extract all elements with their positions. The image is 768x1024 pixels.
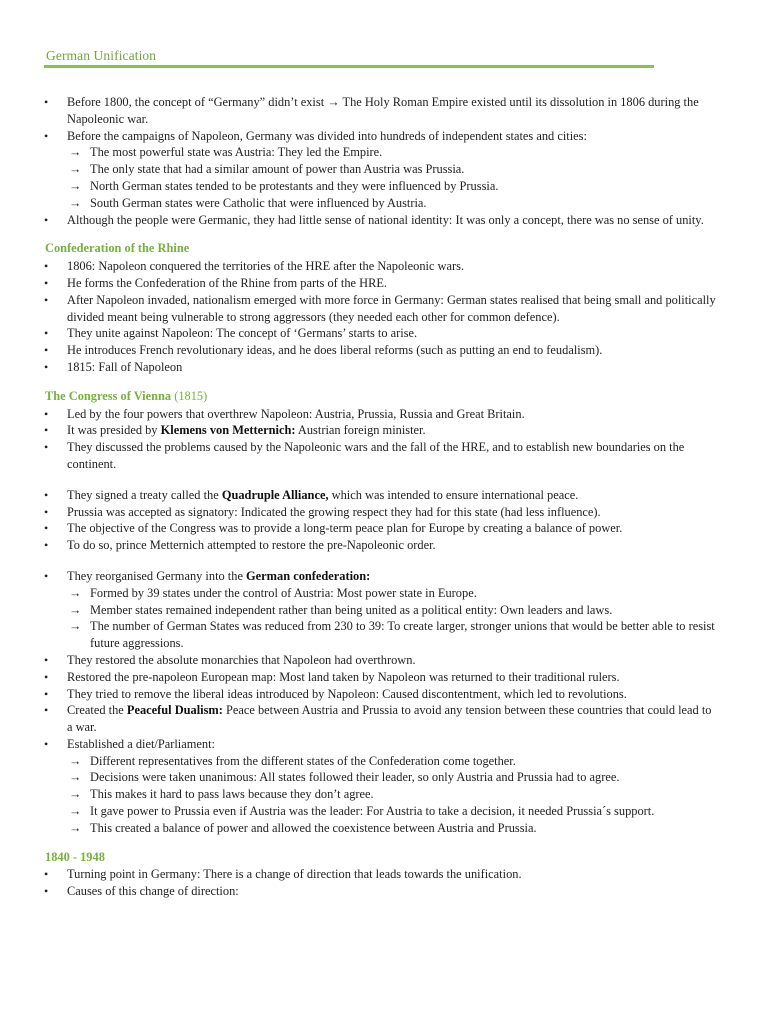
sub-list-item: → It gave power to Prussia even if Austria was the leader: For Austria to take a decision, it needed Prussia´s support.	[69, 804, 655, 819]
list-item: • They reorganised Germany into the German confederation:	[0, 568, 768, 585]
list-item: • After Napoleon invaded, nationalism emerged with more force in Germany: German states realised that being small and politically divided meant being vulnerable to strong aggressors (they needed each other for common defence).	[0, 292, 768, 326]
arrow-icon: →	[69, 195, 82, 210]
list-item: • Prussia was accepted as signatory: Indicated the growing respect they had for this state (had less influence).	[0, 504, 768, 521]
intro-sublist	[0, 144, 768, 211]
list-item: • To do so, prince Metternich attempted to restore the pre-Napoleonic order.	[0, 537, 768, 554]
sub-list-item: → This created a balance of power and allowed the coexistence between Austria and Prussia.	[69, 820, 537, 835]
vienna-list-c	[0, 568, 768, 585]
list-item: • They tried to remove the liberal ideas introduced by Napoleon: Caused discontentment, which led to revolutions.	[0, 686, 768, 703]
arrow-icon: →	[69, 770, 82, 785]
list-item: • Restored the pre-napoleon European map: Most land taken by Napoleon was returned to their traditional rulers.	[0, 669, 768, 686]
intro-list-end	[0, 212, 768, 229]
arrow-icon: →	[69, 162, 82, 177]
document-title: German Unification	[46, 48, 157, 63]
list-item: • Although the people were Germanic, they had little sense of national identity: It was only a concept, there was no sense of unity.	[0, 212, 768, 229]
arrow-icon: →	[69, 602, 82, 617]
arrow-icon: →	[69, 787, 82, 802]
intro-list	[0, 94, 768, 144]
sub-list-item: → Decisions were taken unanimous: All states followed their leader, so only Austria and Prussia had to agree.	[69, 770, 620, 785]
section-heading-vienna: The Congress of Vienna (1815)	[45, 388, 208, 403]
list-item: • They unite against Napoleon: The concept of ‘Germans’ starts to arise.	[0, 325, 768, 342]
list-item: • He introduces French revolutionary ideas, and he does liberal reforms (such as putting an end to feudalism).	[0, 342, 768, 359]
arrow-icon: →	[69, 178, 82, 193]
list-item: • The objective of the Congress was to provide a long-term peace plan for Europe by creating a balance of power.	[0, 520, 768, 537]
section-heading-rhine: Confederation of the Rhine	[45, 241, 190, 256]
arrow-icon: →	[69, 820, 82, 835]
list-item: • Turning point in Germany: There is a change of direction that leads towards the unification.	[0, 866, 768, 883]
vienna-list-d	[0, 652, 768, 753]
sub-list-item: → North German states tended to be protestants and they were influenced by Prussia.	[69, 178, 499, 193]
arrow-icon: →	[69, 585, 82, 600]
list-item: • Established a diet/Parliament:	[0, 736, 768, 753]
list-item: • He forms the Confederation of the Rhine from parts of the HRE.	[0, 275, 768, 292]
list-item: • Causes of this change of direction:	[0, 883, 768, 900]
list-item: • They restored the absolute monarchies that Napoleon had overthrown.	[0, 652, 768, 669]
sub-list-item: → Member states remained independent rather than being united as a political entity: Own leaders and laws.	[69, 602, 613, 617]
sub-list-item: → The only state that had a similar amount of power than Austria was Prussia.	[69, 162, 465, 177]
arrow-icon: →	[69, 753, 82, 768]
confederation-sublist	[0, 585, 768, 652]
arrow-icon: →	[69, 804, 82, 819]
section-heading-period: 1840 - 1948	[45, 849, 105, 864]
sub-list-item: → Different representatives from the different states of the Confederation come together.	[69, 753, 516, 768]
list-item: • 1806: Napoleon conquered the territories of the HRE after the Napoleonic wars.	[0, 258, 768, 275]
arrow-icon: →	[69, 145, 82, 160]
rhine-list	[0, 258, 768, 376]
diet-sublist	[0, 753, 768, 837]
period-list	[0, 866, 768, 900]
vienna-list-b	[0, 487, 768, 554]
vienna-list-a	[0, 406, 768, 473]
sub-list-item: → Formed by 39 states under the control of Austria: Most power state in Europe.	[69, 585, 477, 600]
title-underline	[44, 65, 654, 68]
document-body	[0, 94, 768, 900]
list-item: • Before 1800, the concept of “Germany” didn’t exist → The Holy Roman Empire existed until its dissolution in 1806 during the Napoleonic war.	[0, 94, 768, 128]
sub-list-item: → The number of German States was reduced from 230 to 39: To create larger, stronger unions that would be better able to resist future aggressions.	[69, 619, 715, 651]
sub-list-item: → The most powerful state was Austria: They led the Empire.	[69, 145, 383, 160]
sub-list-item: → South German states were Catholic that were influenced by Austria.	[69, 195, 427, 210]
list-item: • It was presided by Klemens von Metternich: Austrian foreign minister.	[0, 422, 768, 439]
list-item: • 1815: Fall of Napoleon	[0, 359, 768, 376]
list-item: • Created the Peaceful Dualism: Peace between Austria and Prussia to avoid any tension between these countries that could lead to a war.	[0, 702, 768, 736]
list-item: • They discussed the problems caused by the Napoleonic wars and the fall of the HRE, and to establish new boundaries on the continent.	[0, 439, 768, 473]
sub-list-item: → This makes it hard to pass laws because they don’t agree.	[69, 787, 374, 802]
list-item: • Before the campaigns of Napoleon, Germany was divided into hundreds of independent states and cities:	[0, 128, 768, 145]
arrow-icon: →	[69, 619, 82, 634]
list-item: • They signed a treaty called the Quadruple Alliance, which was intended to ensure international peace.	[0, 487, 768, 504]
list-item: • Led by the four powers that overthrew Napoleon: Austria, Prussia, Russia and Great Britain.	[0, 406, 768, 423]
